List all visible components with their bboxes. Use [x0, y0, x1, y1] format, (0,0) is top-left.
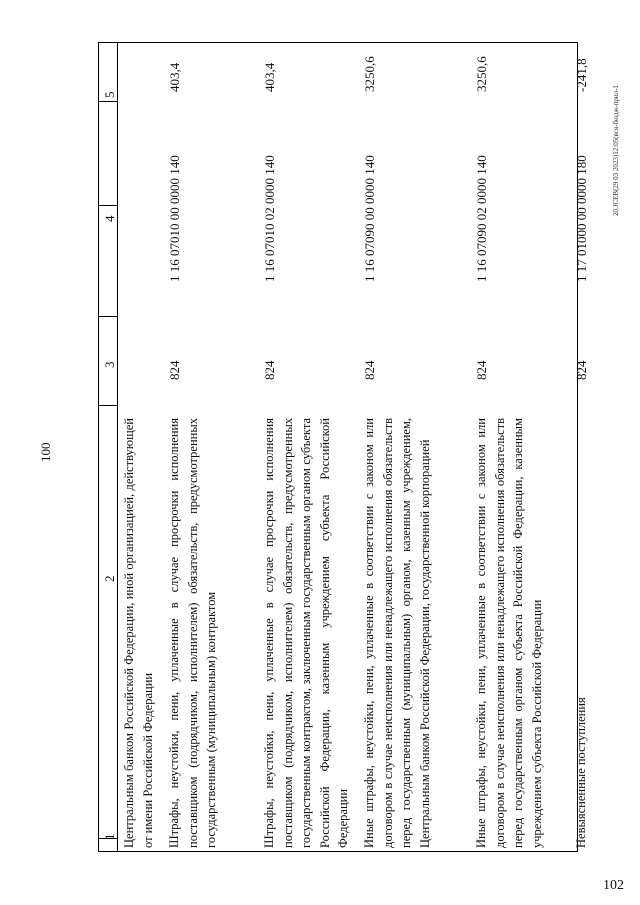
- row-budget-code: 1 17 01000 00 0000 180: [574, 155, 589, 282]
- row-admin-code: 824: [262, 360, 277, 380]
- row-budget-code: 1 16 07010 00 0000 140: [167, 155, 182, 282]
- row-budget-code: 1 16 07010 02 0000 140: [262, 155, 277, 282]
- row-amount: 3250,6: [474, 56, 489, 92]
- page-number-bottom: 102: [603, 878, 624, 893]
- row-amount: 403,4: [262, 62, 277, 92]
- row-budget-code: 1 16 07090 00 0000 140: [362, 155, 377, 282]
- header-col-5: 5: [102, 91, 117, 98]
- row-admin-code: 824: [574, 360, 589, 380]
- row-description: Штрафы, неустойки, пени, уплаченные в случае просрочки исполнения поставщиком (подрядчиком, исполнителем) обязательств, предусмотренных государственным (муниципальным) контрактом: [167, 418, 219, 848]
- header-col-3: 3: [102, 361, 117, 368]
- row-budget-code: 1 16 07090 02 0000 140: [474, 155, 489, 282]
- row-admin-code: 824: [474, 360, 489, 380]
- header-divider: [117, 43, 118, 851]
- header-col-1: 1: [102, 833, 117, 840]
- document-stamp: 20.JCEB(29 03 2023)12:05(вся-бюдж-прил-1: [612, 85, 620, 216]
- header-col-4: 4: [102, 215, 117, 222]
- row-description: Иные штрафы, неустойки, пени, уплаченные в соответствии с законом или договором в случае неисполнения или ненадлежащего исполнения обязательств перед государственным органом субъекта Российской Федерации, казенным учреждением субъекта Российской Федерации: [474, 418, 544, 848]
- row-admin-code: 824: [362, 360, 377, 380]
- row-description: Центральным банком Российской Федерации, иной организацией, действующей от имени Российской Федерации: [122, 418, 155, 848]
- row-amount: 3250,6: [362, 56, 377, 92]
- header-col-2: 2: [102, 575, 117, 582]
- row-description: Штрафы, неустойки, пени, уплаченные в случае просрочки исполнения поставщиком (подрядчиком, исполнителем) обязательств, предусмотренных государственным контрактом, заключенным государственным органом субъекта Российской Федерации, казенным учреждением субъекта Российской Федерации: [262, 418, 351, 848]
- row-amount: -241,8: [574, 58, 589, 92]
- row-description: Иные штрафы, неустойки, пени, уплаченные в соответствии с законом или договором в случае неисполнения или ненадлежащего исполнения обязательств перед государственным (муниципальным) органом, казенным учреждением, Центральным банком Российской Федерации, государственной корпорацией: [362, 418, 432, 848]
- page-number-top: 100: [38, 442, 53, 462]
- row-amount: 403,4: [167, 62, 182, 92]
- row-admin-code: 824: [167, 360, 182, 380]
- row-description: Невыясненные поступления: [574, 697, 588, 848]
